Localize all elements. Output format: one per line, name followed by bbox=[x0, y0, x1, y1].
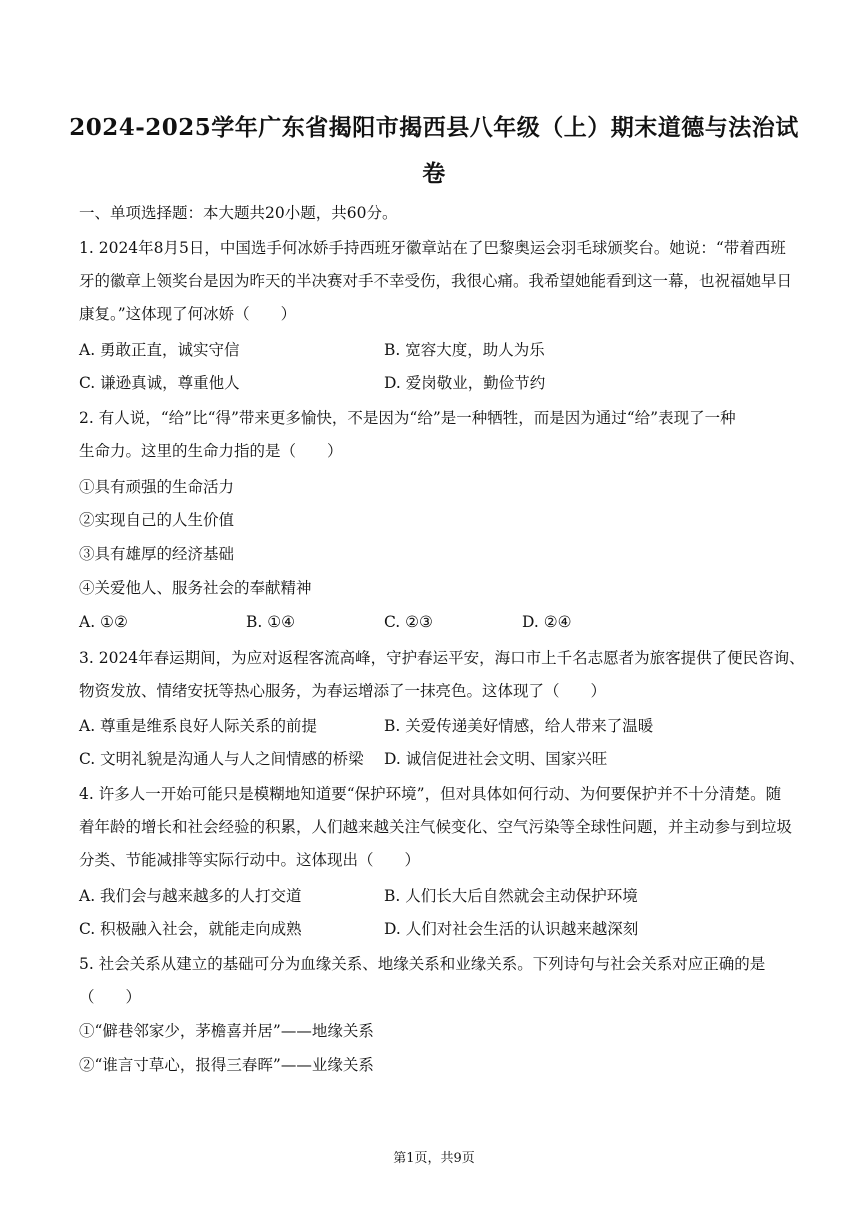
q1-option-d: D. 爱岗敬业，勤俭节约 bbox=[384, 374, 546, 392]
q5-stem-line2: （ ） bbox=[79, 988, 142, 1006]
q1-stem-line2: 牙的徽章上领奖台是因为昨天的半决赛对手不幸受伤，我很心痛。我希望她能看到这一幕，也祝福她早日 bbox=[79, 272, 793, 290]
q3-option-a: A. 尊重是维系良好人际关系的前提 bbox=[79, 717, 318, 735]
q4-stem-line1: 4. 许多人一开始可能只是模糊地知道要“保护环境”，但对具体如何行动、为何要保护并不十分清楚。随 bbox=[79, 785, 782, 803]
q2-item-2: ②实现自己的人生价值 bbox=[79, 511, 235, 529]
q4-option-c: C. 积极融入社会，就能走向成熟 bbox=[79, 920, 302, 938]
q1-stem-line1: 1. 2024年8月5日，中国选手何冰娇手持西班牙徽章站在了巴黎奥运会羽毛球颁奖台。她说：“带着西班 bbox=[79, 239, 786, 257]
q1-option-a: A. 勇敢正直，诚实守信 bbox=[79, 341, 240, 359]
q2-item-1: ①具有顽强的生命活力 bbox=[79, 478, 235, 496]
section-header: 一、单项选择题：本大题共20小题，共60分。 bbox=[79, 204, 398, 222]
q3-option-c: C. 文明礼貌是沟通人与人之间情感的桥梁 bbox=[79, 750, 364, 768]
q2-option-d: D. ②④ bbox=[522, 613, 572, 631]
q3-stem-line2: 物资发放、情绪安抚等热心服务，为春运增添了一抹亮色。这体现了（ ） bbox=[79, 682, 607, 700]
q4-option-d: D. 人们对社会生活的认识越来越深刻 bbox=[384, 920, 639, 938]
q2-item-3: ③具有雄厚的经济基础 bbox=[79, 545, 235, 563]
exam-title-line1: 2024-2025学年广东省揭阳市揭西县八年级（上）期末道德与法治试 bbox=[69, 114, 799, 141]
q5-item-1: ①“僻巷邻家少，茅檐喜并居”——地缘关系 bbox=[79, 1022, 374, 1040]
exam-title-line2: 卷 bbox=[422, 160, 446, 187]
q3-option-d: D. 诚信促进社会文明、国家兴旺 bbox=[384, 750, 608, 768]
q2-option-c: C. ②③ bbox=[384, 613, 433, 631]
q5-stem-line1: 5. 社会关系从建立的基础可分为血缘关系、地缘关系和业缘关系。下列诗句与社会关系对应正确的是 bbox=[79, 955, 766, 973]
q4-option-a: A. 我们会与越来越多的人打交道 bbox=[79, 887, 302, 905]
q3-stem-line1: 3. 2024年春运期间，为应对返程客流高峰，守护春运平安，海口市上千名志愿者为旅客提供了便民咨询、 bbox=[79, 649, 805, 667]
page-footer: 第1页，共9页 bbox=[393, 1151, 475, 1166]
q4-stem-line3: 分类、节能减排等实际行动中。这体现出（ ） bbox=[79, 851, 421, 869]
q1-option-b: B. 宽容大度，助人为乐 bbox=[384, 341, 545, 359]
q1-stem-line3: 康复。”这体现了何冰娇（ ） bbox=[79, 305, 297, 323]
q4-stem-line2: 着年龄的增长和社会经验的积累，人们越来越关注气候变化、空气污染等全球性问题，并主动参与到垃圾 bbox=[79, 818, 793, 836]
q2-option-a: A. ①② bbox=[79, 613, 128, 631]
q2-item-4: ④关爱他人、服务社会的奉献精神 bbox=[79, 579, 312, 597]
q4-option-b: B. 人们长大后自然就会主动保护环境 bbox=[384, 887, 638, 905]
q2-option-b: B. ①④ bbox=[246, 613, 296, 631]
q5-item-2: ②“谁言寸草心，报得三春晖”——业缘关系 bbox=[79, 1056, 374, 1074]
q1-option-c: C. 谦逊真诚，尊重他人 bbox=[79, 374, 240, 392]
q3-option-b: B. 关爱传递美好情感，给人带来了温暖 bbox=[384, 717, 654, 735]
q2-stem-line1: 2. 有人说，“给”比“得”带来更多愉快，不是因为“给”是一种牺牲，而是因为通过“给”表现了一种 bbox=[79, 409, 736, 427]
q2-stem-line2: 生命力。这里的生命力指的是（ ） bbox=[79, 442, 343, 460]
